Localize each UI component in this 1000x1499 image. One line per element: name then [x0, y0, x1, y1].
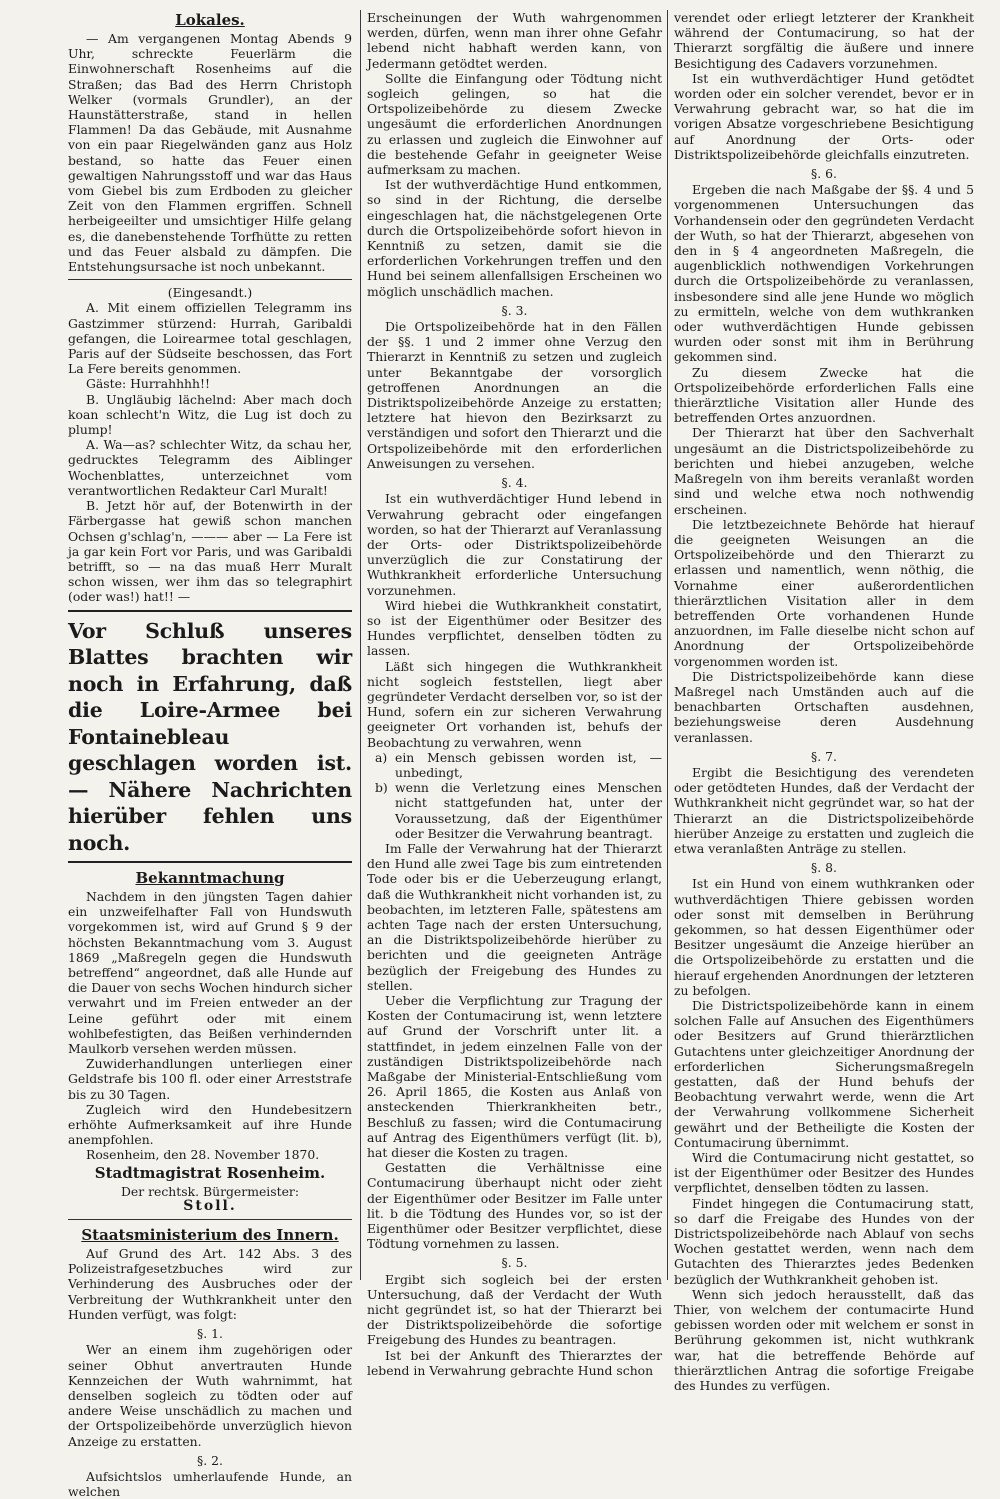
- section-paragraph: Der Thierarzt hat über den Sachverhalt ungesäumt an die Districtspolizeibehörde zu berichten und hiebei anzugeben, welche Maßregeln von ihm bereits veranlaßt worden sind und welche etwa noch nothwendig erscheinen.: [674, 425, 974, 517]
- section-paragraph: Ergibt sich sogleich bei der ersten Untersuchung, daß der Verdacht der Wuth nicht gegründet ist, so hat der Thierarzt bei der Distriktspolizeibehörde die sofortige Freigebung des Hundes zu beantragen.: [367, 1271, 662, 1348]
- section-title: §. 6.: [811, 166, 837, 182]
- section-paragraph: Die Districtspolizeibehörde kann diese Maßregel nach Umständen auch auf die benachbarten Ortschaften ausdehnen, beziehungsweise deren Ausdehnung veranlassen.: [674, 668, 974, 745]
- column-1: [68, 10, 352, 1499]
- section-paragraph: Zu diesem Zwecke hat die Ortspolizeibehörde erforderlichen Falls eine thierärztliche Visitation aller Hunde des betreffenden Ortes anzuordnen.: [674, 364, 974, 426]
- section-paragraph: Wird die Contumacirung nicht gestattet, so ist der Eigenthümer oder Besitzer des Hundes verpflichtet, denselben tödten zu lassen.: [674, 1150, 974, 1196]
- eingesandt-paragraph: B. Jetzt hör auf, der Botenwirth in der Färbergasse hat gewiß schon manchen Ochsen g'schlag'n, ——— aber — La Fere ist ja gar kein Fort vor Paris, und was Garibaldi betrifft, so — na das muaß Herr Muralt schon wissen, wer ihm das so telegraphirt (oder was!) hat!! —: [68, 498, 352, 605]
- section-paragraph: Läßt sich hingegen die Wuthkrankheit nicht sogleich feststellen, liegt aber gegründeter Verdacht derselben vor, so ist der Hund, sofern ein zur sicheren Verwahrung geeigneter Ort vorhanden ist, behufs der Beobachtung zu verwahren, wenn: [367, 658, 662, 750]
- column-rule-right: [667, 10, 668, 1280]
- bekanntmachung-paragraph: Zugleich wird den Hundebesitzern erhöhte Aufmerksamkeit auf ihre Hunde anempfohlen.: [68, 1101, 352, 1148]
- section-paragraph: Die Ortspolizeibehörde hat in den Fällen der §§. 1 und 2 immer ohne Verzug den Thierarzt in Kenntniß zu setzen und zugleich unter Bekanntgabe der vorsorglich getroffenen Anordnungen an die Distriktspolizeibehörde Anzeige zu erstatten; letztere hat hievon den Bezirksarzt zu verständigen und sofort den Thierarzt und die Ortspolizeibehörde mit den erforderlichen Anweisungen zu versehen.: [367, 319, 662, 471]
- divider: [68, 1219, 352, 1220]
- eingesandt-heading: (Eingesandt.): [167, 285, 253, 301]
- section-title: §. 4.: [501, 475, 528, 491]
- bekanntmachung-date: Rosenheim, den 28. November 1870.: [86, 1147, 320, 1163]
- column-3: [674, 10, 974, 1394]
- section-paragraph: Wer an einem ihm zugehörigen oder seiner Obhut anvertrauten Hunde Kennzeichen der Wuth wahrnimmt, hat denselben sogleich zu tödten oder auf andere Weise unschädlich zu machen und der Ortspolizeibehörde unverzüglich hievon Anzeige zu erstatten.: [68, 1342, 352, 1449]
- ministerium-intro: Auf Grund des Art. 142 Abs. 3 des Polizeistrafgesetzbuches wird zur Verhinderung des Ausbruches oder der Verbreitung der Wuthkrankheit unter den Hunden verfügt, was folgt:: [68, 1246, 352, 1322]
- signer-name: Stoll.: [183, 1197, 237, 1214]
- section-paragraph: Erscheinungen der Wuth wahrgenommen werden, dürfen, wenn man ihrer ohne Gefahr lebend nicht habhaft werden kann, von Jedermann getödtet werden.: [367, 10, 662, 71]
- bekanntmachung-heading: Bekanntmachung: [135, 869, 285, 888]
- section-title: §. 8.: [811, 860, 837, 876]
- list-item: [375, 750, 662, 780]
- breaking-news: Vor Schluß unseres Blattes brachten wir noch in Erfahrung, daß die Loire-Armee bei Fontainebleau geschlagen worden ist. — Nähere Nachrichten hierüber fehlen uns noch.: [68, 618, 352, 855]
- lokales-heading: Lokales.: [175, 11, 245, 29]
- section-paragraph: Ergibt die Besichtigung des verendeten oder getödteten Hundes, daß der Verdacht der Wuthkrankheit nicht gegründet war, so hat der Thierarzt an die Districtspolizeibehörde hierüber Anzeige zu erstatten und zugleich die etwa veranlaßten Anträge zu stellen.: [674, 764, 974, 856]
- eingesandt-paragraph: A. Wa—as? schlechter Witz, da schau her, gedrucktes Telegramm des Aiblinger Wochenblattes, unterzeichnet vom verantwortlichen Redakteur Carl Muralt!: [68, 437, 352, 498]
- section-paragraph: Ist ein Hund von einem wuthkranken oder wuthverdächtigen Thiere gebissen worden oder sonst mit demselben in Berührung gekommen, so hat dessen Eigenthümer oder Besitzer ungesäumt die Anzeige hierüber an die Ortspolizeibehörde zu erstatten und die hierauf ergehenden Anordnungen der letzteren zu befolgen.: [674, 876, 974, 998]
- list-item-text: ein Mensch gebissen worden ist, — unbedingt,: [395, 749, 662, 780]
- section-title: §. 2.: [197, 1452, 223, 1468]
- authority-name: Stadtmagistrat Rosenheim.: [94, 1163, 326, 1182]
- list-item-label: a): [375, 749, 388, 765]
- section-paragraph: Ist bei der Ankunft des Thierarztes der lebend in Verwahrung gebrachte Hund schon: [367, 1347, 662, 1378]
- section-title: §. 7.: [811, 748, 837, 764]
- section-paragraph: Ist ein wuthverdächtiger Hund lebend in Verwahrung gebracht oder eingefangen worden, so hat der Thierarzt auf Veranlassung der Orts- oder Distriktspolizeibehörde unverzüglich die zur Constatirung der Wuthkrankheit erforderliche Untersuchung vorzunehmen.: [367, 491, 662, 598]
- section-paragraph: Gestatten die Verhältnisse eine Contumacirung überhaupt nicht oder zieht der Eigenthümer oder Besitzer im Falle unter lit. b die Tödtung des Hundes vor, so ist der Eigenthümer oder Besitzer verpflichtet, diese Tödtung vornehmen zu lassen.: [367, 1160, 662, 1252]
- section-title: §. 1.: [197, 1326, 223, 1342]
- section-paragraph: Aufsichtslos umherlaufende Hunde, an welchen: [68, 1468, 352, 1499]
- section-paragraph: Die Districtspolizeibehörde kann in einem solchen Falle auf Ansuchen des Eigenthümers oder Besitzers auf Grund thierärztlichen Gutachtens unter gleichzeitiger Anordnung der erforderlichen Sicherungsmaßregeln gestatten, daß der Hund behufs der Beobachtung verwahrt werde, wenn die Art der Verwahrung vollkommene Sicherheit gewährt und der Betheiligte die Kosten der Contumacirung übernimmt.: [674, 998, 974, 1150]
- section-paragraph: Wird hiebei die Wuthkrankheit constatirt, so ist der Eigenthümer oder Besitzer des Hundes verpflichtet, denselben tödten zu lassen.: [367, 597, 662, 659]
- section-paragraph: Findet hingegen die Contumacirung statt, so darf die Freigabe des Hundes von der Districtspolizeibehörde nach Ablauf von sechs Wochen gestattet werden, wenn nach dem Gutachten des Thierarztes jedes Bedenken bezüglich der Wuthkrankheit gehoben ist.: [674, 1195, 974, 1287]
- condition-list: [367, 750, 662, 841]
- section-paragraph: Sollte die Einfangung oder Tödtung nicht sogleich gelingen, so hat die Ortspolizeibehörde zu diesem Zwecke ungesäumt die erforderlichen Anordnungen zu erlassen und zugleich die Einwohner auf die bestehende Gefahr in geeigneter Weise aufmerksam zu machen.: [367, 70, 662, 178]
- section-paragraph: Ist ein wuthverdächtiger Hund getödtet worden oder ein solcher verendet, bevor er in Verwahrung gebracht war, so hat die im vorigen Absatze vorgeschriebene Besichtigung auf Anordnung der Orts- oder Distriktspolizeibehörde gleichfalls einzutreten.: [674, 70, 974, 162]
- eingesandt-paragraph: A. Mit einem offiziellen Telegramm ins Gastzimmer stürzend: Hurrah, Garibaldi gefangen, die Loirearmee total geschlagen, Paris auf der Südseite beschossen, das Fort La Fere bereits genommen.: [68, 300, 352, 377]
- list-item-label: b): [375, 780, 388, 796]
- section-paragraph: Ueber die Verpflichtung zur Tragung der Kosten der Contumacirung ist, wenn letztere auf Grund der Vorschrift unter lit. a stattfindet, in jedem einzelnen Falle von der zuständigen Distriktspolizeibehörde nach Maßgabe der Ministerial-Entschließung vom 26. April 1865, die Kosten aus Anlaß von ansteckenden Thierkrankheiten betr., Beschluß zu fassen; wird die Contumacirung auf Antrag des Eigenthümers verfügt (lit. b), hat dieser die Kosten zu tragen.: [367, 993, 662, 1161]
- bekanntmachung-paragraph: Nachdem in den jüngsten Tagen dahier ein unzweifelhafter Fall von Hundswuth vorgekommen ist, wird auf Grund § 9 der höchsten Bekanntmachung vom 3. August 1869 „Maßregeln gegen die Hundswuth betreffend“ angeordnet, daß alle Hunde auf die Dauer von sechs Wochen hindurch sicher verwahrt und im Freien entweder an der Leine geführt oder mit einem wohlbefestigten, das Beißen verhindernden Maulkorb versehen werden müssen.: [68, 889, 352, 1057]
- section-paragraph: verendet oder erliegt letzterer der Krankheit während der Contumacirung, so hat der Thierarzt sorgfältig die äußere und innere Besichtigung des Cadavers vorzunehmen.: [674, 10, 974, 71]
- list-item: [375, 780, 662, 841]
- column-2: [367, 10, 662, 1378]
- divider: [68, 610, 352, 612]
- eingesandt-paragraph: Gäste: Hurrahhhh!!: [86, 376, 210, 392]
- section-paragraph: Ergeben die nach Maßgabe der §§. 4 und 5 vorgenommenen Untersuchungen das Vorhandensein oder den gegründeten Verdacht der Wuth, so hat der Thierarzt, abgesehen von den in § 4 angeordneten Maßregeln, die augenblicklich nothwendigen Vorkehrungen durch die Ortspolizeibehörde zu veranlassen, insbesondere sind alle jene Hunde wo möglich zu ermitteln, welche von dem wuthkranken oder wuthverdächtigen Hunde gebissen wurden oder sonst mit ihm in Berührung gekommen sind.: [674, 182, 974, 365]
- divider: [68, 861, 352, 863]
- section-paragraph: Wenn sich jedoch herausstellt, daß das Thier, von welchem der contumacirte Hund gebissen worden oder mit welchem er sonst in Berührung gekommen ist, nicht wuthkrank war, hat die betreffende Behörde auf thierärztlichen Antrag die sofortige Freigabe des Hundes zu verfügen.: [674, 1286, 974, 1394]
- section-paragraph: Ist der wuthverdächtige Hund entkommen, so sind in der Richtung, die derselbe eingeschlagen hat, die nächstgelegenen Orte durch die Ortspolizeibehörde sofort hievon in Kenntniß zu setzen, damit sie die erforderlichen Vorkehrungen treffen und den Hund bei seinem allenfallsigen Erscheinen wo möglich unschädlich machen.: [367, 177, 662, 299]
- eingesandt-paragraph: B. Ungläubig lächelnd: Aber mach doch koan schlecht'n Witz, die Lug ist doch zu plump!: [68, 391, 352, 438]
- section-title: §. 3.: [501, 302, 528, 318]
- lokales-paragraph: — Am vergangenen Montag Abends 9 Uhr, schreckte Feuerlärm die Einwohnerschaft Rosenheims auf die Straßen; das Bad des Herrn Christoph Welker (vormals Grundler), an der Haunstätterstraße, stand in hellen Flammen! Da das Gebäude, mit Ausnahme von ein paar Riegelwänden ganz aus Holz bestand, so hatte das Feuer einen gewaltigen Nahrungsstoff und war das Haus vom Giebel bis zum Erdboden zu gleicher Zeit von den Flammen ergriffen. Schnell herbeigeeilter und umsichtiger Hilfe gelang es, die danebenstehende Torfhütte zu retten und das Feuer alsbald zu dämpfen. Die Entstehungsursache ist noch unbekannt.: [68, 31, 352, 275]
- column-rule-left: [360, 10, 361, 1280]
- section-title: §. 5.: [501, 1255, 528, 1271]
- ministerium-heading: Staatsministerium des Innern.: [81, 1226, 339, 1245]
- section-paragraph: Im Falle der Verwahrung hat der Thierarzt den Hund alle zwei Tage bis zum eintretenden Tode oder bis er die Ueberzeugung erlangt, daß die Wuthkrankheit nicht vorhanden ist, zu beobachten, im letzteren Falle, spätestens am achten Tage nach der ersten Untersuchung, an die Distriktspolizeibehörde hierüber zu berichten und die geeigneten Anträge bezüglich der Freigebung des Hundes zu stellen.: [367, 840, 662, 993]
- signer-title: Der rechtsk. Bürgermeister:: [120, 1183, 300, 1199]
- bekanntmachung-paragraph: Zuwiderhandlungen unterliegen einer Geldstrafe bis 100 fl. oder einer Arreststrafe bis zu 30 Tagen.: [68, 1056, 352, 1102]
- list-item-text: wenn die Verletzung eines Menschen nicht stattgefunden hat, unter der Voraussetzung, daß der Eigenthümer oder Besitzer die Verwahrung beantragt.: [395, 780, 662, 841]
- section-paragraph: Die letztbezeichnete Behörde hat hierauf die geeigneten Weisungen an die Ortspolizeibehörde und den Thierarzt zu erlassen und namentlich, wenn nöthig, die Vornahme einer außerordentlichen thierärztlichen Visitation aller in dem betreffenden Orte vorhandenen Hunde anzuordnen, im Falle dieselbe nicht schon auf Anordnung der Ortspolizeibehörde vorgenommen worden ist.: [674, 516, 974, 669]
- divider: [68, 279, 352, 280]
